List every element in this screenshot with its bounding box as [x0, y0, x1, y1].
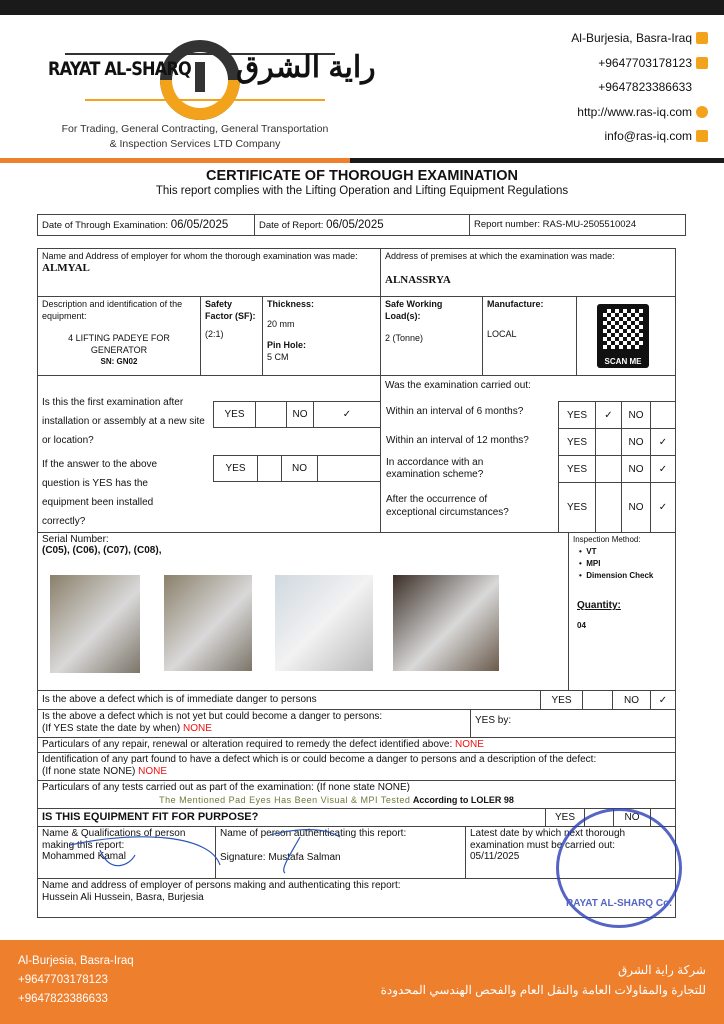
company-stamp: RAYAT AL-SHARQ Co.	[556, 808, 682, 928]
yes-label: YES	[545, 808, 585, 827]
no-checkbox[interactable]	[650, 401, 676, 429]
inspection-method: Inspection Method: • VT • MPI • Dimension Check Quantity: 04	[568, 532, 676, 691]
padeye-photo	[50, 575, 140, 673]
safe-working-load: Safe Working Load(s): 2 (Tonne)	[380, 296, 483, 376]
yes-label: YES	[540, 690, 583, 710]
no-checkbox[interactable]: ✓	[650, 690, 676, 710]
yes-checkbox[interactable]	[582, 690, 613, 710]
interval-12-months: Within an interval of 12 months?	[386, 435, 529, 446]
report-number: Report number: RAS-MU-2505510024	[469, 214, 686, 236]
mail-icon	[696, 130, 708, 142]
examination-scheme: In accordance with an examination scheme?	[386, 457, 484, 480]
serial-cell: Serial Number: (C05), (C06), (C07), (C08),	[37, 532, 676, 691]
defect-identification: Identification of any part found to have a defect which is or could become a danger to persons and a description of the defect: (If none state NONE) NONE	[37, 752, 676, 781]
yes-checkbox[interactable]	[595, 428, 622, 456]
yes-checkbox[interactable]	[257, 455, 282, 482]
no-checkbox[interactable]: ✓	[650, 455, 676, 483]
yes-checkbox[interactable]: ✓	[595, 401, 622, 429]
carried-out-label: Was the examination carried out:	[385, 380, 531, 391]
padeye-photo	[164, 575, 252, 671]
premises-cell: Address of premises at which the examination was made: ALNASSRYA	[380, 248, 676, 297]
contact-info: Al-Burjesia, Basra-Iraq +9647703178123 +9647823386633 http://www.ras-iq.com info@ras-iq.com	[571, 26, 708, 149]
thickness: Thickness: 20 mm Pin Hole: 5 CM	[262, 296, 381, 376]
exceptional-circumstances: After the occurrence of exceptional circumstances?	[386, 494, 509, 518]
email-link[interactable]: info@ras-iq.com	[604, 129, 692, 143]
fit-for-purpose-question: IS THIS EQUIPMENT FIT FOR PURPOSE?	[37, 808, 546, 827]
no-label: NO	[621, 482, 651, 533]
no-checkbox[interactable]	[317, 455, 381, 482]
divider	[350, 158, 724, 163]
divider	[0, 158, 350, 163]
safety-factor: Safety Factor (SF): (2:1)	[200, 296, 263, 376]
yes-checkbox[interactable]	[595, 455, 622, 483]
yes-label: YES	[558, 455, 596, 483]
page-title: CERTIFICATE OF THOROUGH EXAMINATION	[205, 168, 518, 184]
padeye-photo	[393, 575, 499, 671]
top-bar	[0, 0, 724, 15]
yes-checkbox[interactable]	[595, 482, 622, 533]
no-checkbox[interactable]: ✓	[650, 482, 676, 533]
no-checkbox[interactable]: ✓	[313, 401, 381, 428]
immediate-danger-question: Is the above a defect which is of immediate danger to persons	[37, 690, 541, 710]
no-label: NO	[281, 455, 318, 482]
employer-of-persons: Name and address of employer of persons making and authenticating this report: Hussein Ali Hussein, Basra, Burjesia	[37, 878, 676, 918]
qr-code[interactable]: SCAN ME	[597, 304, 649, 368]
first-exam-question: Is this the first examination after installation or assembly at a new site or location?	[42, 397, 205, 446]
yes-label: YES	[213, 455, 258, 482]
brand-name: RAYAT AL-SHARQ	[48, 58, 191, 80]
website-link[interactable]: http://www.ras-iq.com	[577, 104, 692, 119]
report-authenticator: Name of person authenticating this report: Signature: Mustafa Salman	[215, 826, 466, 879]
no-label: NO	[621, 428, 651, 456]
repair-particulars: Particulars of any repair, renewal or alteration required to remedy the defect identified above: NONE	[37, 737, 676, 753]
manufacture: Manufacture: LOCAL	[482, 296, 577, 376]
no-checkbox[interactable]: ✓	[650, 428, 676, 456]
installed-correctly-question: If the answer to the above question is YES has the equipment been installed correctly?	[42, 459, 158, 527]
phone-icon	[696, 57, 708, 69]
report-date: Date of Report: 06/05/2025	[254, 214, 470, 236]
future-danger-question: Is the above a defect which is not yet but could become a danger to persons: (If YES state the date by when) NONE	[37, 709, 471, 738]
no-label: NO	[621, 455, 651, 483]
no-label: NO	[286, 401, 314, 428]
no-label: NO	[621, 401, 651, 429]
no-label: NO	[612, 690, 651, 710]
footer: Al-Burjesia, Basra-Iraq +9647703178123 +9647823386633 شركة راية الشرق للتجارة والمقاولات العامة والنقل العام والفحص الهندسي المحدودة	[0, 940, 724, 1024]
yes-label: YES	[558, 401, 596, 429]
page-subtitle: This report complies with the Lifting Operation and Lifting Equipment Regulations	[155, 185, 569, 197]
yes-by-field[interactable]: YES by:	[470, 709, 676, 738]
yes-label: YES	[558, 482, 596, 533]
yes-label: YES	[213, 401, 256, 428]
location-icon	[696, 32, 708, 44]
report-maker: Name & Qualifications of person making this report: Mohammed Kamal	[37, 826, 216, 879]
signature	[60, 825, 360, 875]
padeye-photo	[275, 575, 373, 671]
exam-date: Date of Through Examination: 06/05/2025	[37, 214, 255, 236]
yes-checkbox[interactable]	[255, 401, 287, 428]
next-exam-date: Latest date by which next thorough examination must be carried out: 05/11/2025	[465, 826, 676, 879]
tagline: For Trading, General Contracting, General Transportation & Inspection Services LTD Company	[61, 123, 329, 150]
equipment-description: Description and identification of the equipment: 4 LIFTING PADEYE FOR GENERATOR SN: GN02	[37, 296, 201, 376]
employer-cell: Name and Address of employer for whom the thorough examination was made: ALMYAL	[37, 248, 381, 297]
brand-name-arabic: راية الشرق	[236, 51, 376, 84]
tests-particulars: Particulars of any tests carried out as part of the examination: (If none state NONE) The Mentioned Pad Eyes Has Been Visual & MPI Tested According to LOLER 98	[37, 780, 676, 809]
interval-6-months: Within an interval of 6 months?	[386, 406, 524, 417]
yes-label: YES	[558, 428, 596, 456]
no-label: NO	[613, 808, 651, 827]
globe-icon	[696, 106, 708, 118]
